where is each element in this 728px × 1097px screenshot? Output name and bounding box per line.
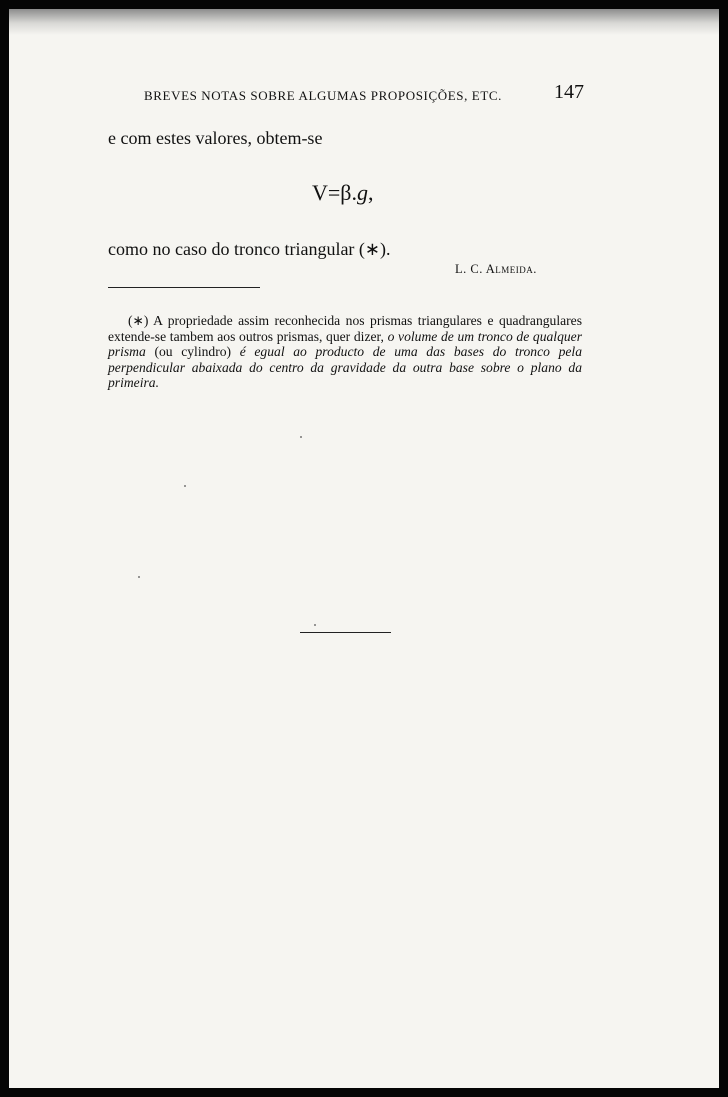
end-rule <box>300 632 391 633</box>
body-line-1: e com estes valores, obtem-se <box>108 128 323 148</box>
running-title: BREVES NOTAS SOBRE ALGUMAS PROPOSIÇÕES, ETC. <box>144 88 503 103</box>
footnote <box>108 313 582 391</box>
equation-variable: g <box>357 180 368 205</box>
equation-comma: , <box>368 180 374 205</box>
paper-speck <box>300 436 302 438</box>
footnote-separator-rule <box>108 287 260 288</box>
footnote-text-2: o volume de um tronco de qualquer prisma <box>108 328 583 359</box>
author-signature: L. C. Almeida. <box>455 262 537 276</box>
footnote-text-1: (∗) A propriedade assim reconhecida nos prismas triangulares e quadrangulares extende-se tambem aos outros prismas, quer dizer, <box>108 313 582 344</box>
body-line-2: como no caso do tronco triangular (∗). <box>108 239 391 259</box>
page-number: 147 <box>554 81 584 103</box>
book-page <box>9 9 719 1088</box>
paper-speck <box>138 576 140 578</box>
paper-speck <box>314 624 316 626</box>
footnote-text-4: é egual ao producto de uma das bases do tronco pela perpendicular abaixada do centro da gravidade da outra base sobre o plano da primeira. <box>108 344 582 390</box>
equation <box>312 180 374 206</box>
footnote-text-3: (ou cylindro) <box>154 344 232 359</box>
paper-speck <box>184 485 186 487</box>
equation-lhs: V=β. <box>312 180 357 205</box>
page-top-shadow <box>9 9 719 35</box>
